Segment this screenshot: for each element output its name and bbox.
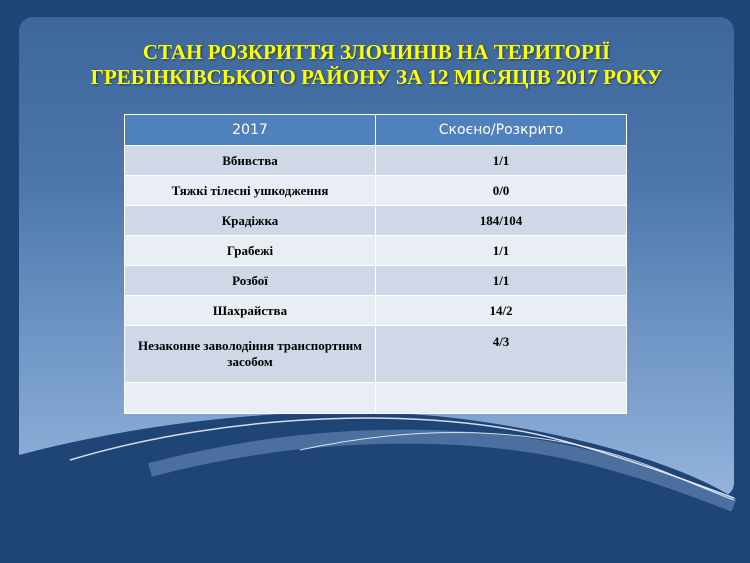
crime-type-cell: Тяжкі тілесні ушкодження	[125, 176, 376, 206]
column-header-committed-solved: Скоєно/Розкрито	[376, 115, 627, 146]
crime-type-cell: Шахрайства	[125, 296, 376, 326]
table-row	[125, 176, 627, 206]
table-row	[125, 236, 627, 266]
count-cell: 1/1	[376, 266, 627, 296]
count-cell: 184/104	[376, 206, 627, 236]
crime-type-cell: Вбивства	[125, 146, 376, 176]
title-line-2: ГРЕБІНКІВСЬКОГО РАЙОНУ ЗА 12 МІСЯЦІВ 2017 РОКУ	[90, 65, 663, 89]
count-cell: 1/1	[376, 236, 627, 266]
title-line-1: СТАН РОЗКРИТТЯ ЗЛОЧИНІВ НА ТЕРИТОРІЇ	[142, 40, 611, 64]
count-cell: 0/0	[376, 176, 627, 206]
column-header-year: 2017	[125, 115, 376, 146]
crime-type-cell: Грабежі	[125, 236, 376, 266]
table-row	[125, 296, 627, 326]
crime-type-cell	[125, 383, 376, 414]
table-row	[125, 146, 627, 176]
table-header-row	[125, 115, 627, 146]
slide-title	[19, 40, 734, 90]
table-row	[125, 266, 627, 296]
crime-type-cell: Крадіжка	[125, 206, 376, 236]
crime-type-cell: Розбої	[125, 266, 376, 296]
crime-stats-table	[124, 114, 627, 414]
crime-type-cell: Незаконне заволодіння транспортним засобом	[125, 326, 376, 383]
count-cell: 4/3	[376, 326, 627, 383]
count-cell	[376, 383, 627, 414]
count-cell: 14/2	[376, 296, 627, 326]
table-row-empty	[125, 383, 627, 414]
table-row	[125, 326, 627, 383]
table-row	[125, 206, 627, 236]
count-cell: 1/1	[376, 146, 627, 176]
